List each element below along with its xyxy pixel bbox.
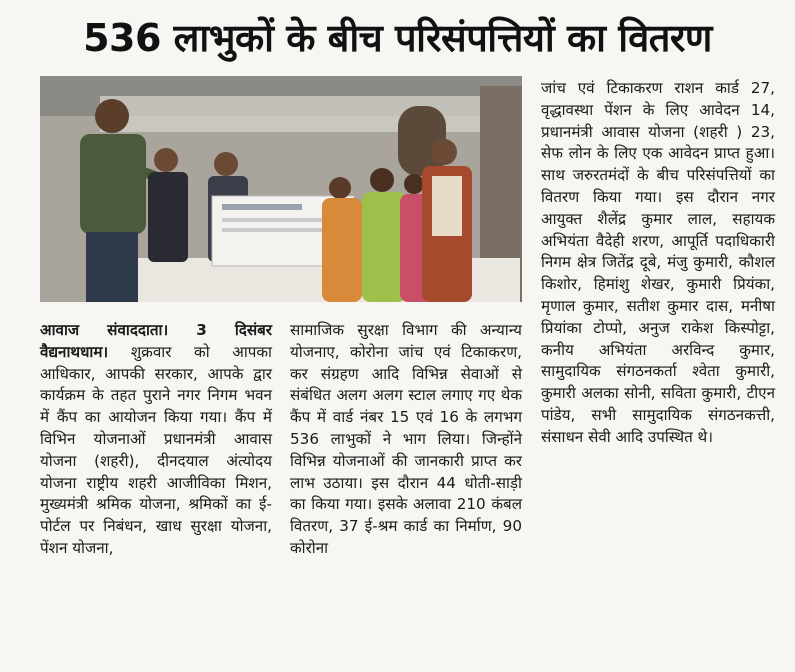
column-1-text: शुक्रवार को आपका आधिकार, आपकी सरकार, आपके द्वार कार्यक्रम के तहत पुराने नगर निगम भवन में कैंप का आयोजन किया गया। कैंप में विभिन योजनाओं प्रधानमंत्री आवास योजना (शहरी), दीनदयाल अंत्योदय योजना राष्ट्रीय शहरी आजीविका मिशन, मुख्यमंत्री श्रमिक योजना, श्रमिकों का ई-पोर्टल पर निबंधन, खाध सुरक्षा योजना, पेंशन योजना, (40, 342, 272, 557)
byline: आवाज संवाददाता। 3 दिसंबर वैद्यनाथधाम। (40, 321, 272, 361)
article-column-1 (40, 320, 272, 560)
event-photo (40, 76, 522, 302)
event-photo-illustration (40, 76, 522, 302)
column-3-text: जांच एवं टिकाकरण राशन कार्ड 27, वृद्धावस्था पेंशन के लिए आवेदन 14, प्रधानमंत्री आवास योजना (शहरी ) 23, सेफ लोन के लिए एक आवेदन प्राप्त हुआ। साथ जरुरतमंदों के बीच परिसंपत्तियों का वितरण किया गया। इस दौरान नगर आयुक्त शैलेंद्र कुमार लाल, सहायक अभियंता वैदेही शरण, आपूर्ति पदाधिकारी निगम क्षेत्र जितेंद्र दूबे, मंजु कुमारी, कौशल किशोर, हिमांशु शेखर, कुमारी प्रियंका, मृणाल कुमार, सतीश कुमार दास, मनीषा प्रियांका टोप्पो, अनुज राकेश किस्पोट्टा, कनीय अभियंता अरविन्द कुमार, सामुदायिक संगठनकर्ता श्वेता कुमारी, कुमारी अलका सोनी, सविता कुमारी, टीएन पांडेय, सभी सामुदायिक संगठनकत्ती, संसाधन सेवी आदि उपस्थित थे। (541, 79, 775, 446)
column-2-text: सामाजिक सुरक्षा विभाग की अन्यान्य योजनाए, कोरोना जांच एवं टिकाकरण, कर संग्रहण आदि विभिन्न सेवाओं से संबंधित अलग अलग स्टाल लगाए गए थेक कैंप में वार्ड नंबर 15 एवं 16 के लगभग 536 लाभुकों ने भाग लिया। जिन्होंने विभिन्न योजनाओं की जानकारी प्राप्त कर लाभ उठाया। इस दौरान 44 धोती-साड़ी का किया गया। इसके अलावा 210 कंबल वितरण, 37 ई-श्रम कार्ड का निर्माण, 90 कोरोना (290, 321, 522, 557)
headline: 536 लाभुकों के बीच परिसंपत्तियों का वितरण (83, 16, 712, 60)
article-column-2 (290, 320, 522, 560)
article-column-3 (541, 78, 775, 449)
